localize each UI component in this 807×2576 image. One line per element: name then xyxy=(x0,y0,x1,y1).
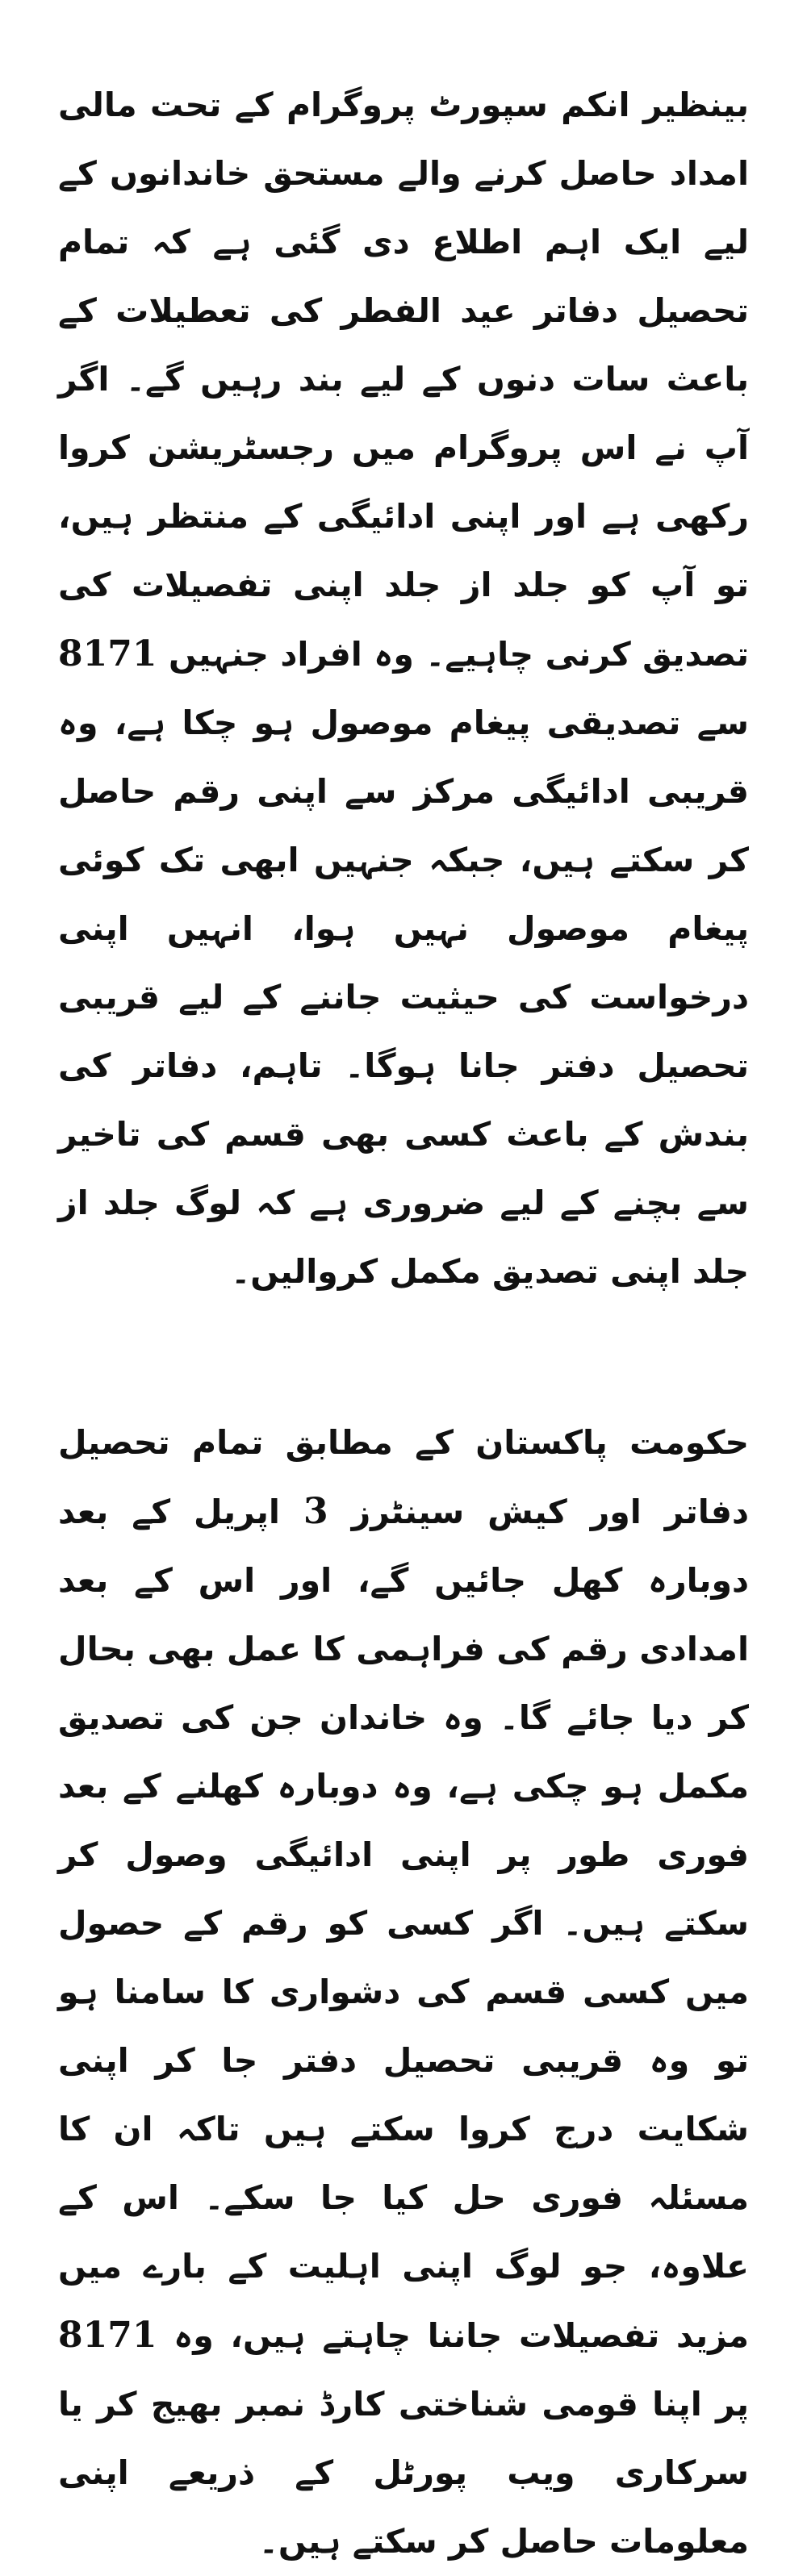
paragraph-1-text-1: بینظیر انکم سپورٹ پروگرام کے تحت مالی امداد حاصل کرنے والے مستحق خاندانوں کے لیے ایک اہم اطلاع دی گئی ہے کہ تمام تحصیل دفاتر عید الفطر کی تعطیلات کے باعث سات دنوں کے لیے بند رہیں گے۔ اگر آپ نے اس پروگرام میں رجسٹریشن کروا رکھی ہے اور اپنی ادائیگی کے منتظر ہیں، تو آپ کو جلد از جلد اپنی تفصیلات کی تصدیق کرنی چاہیے۔ وہ افراد جنہیں xyxy=(58,86,749,674)
sms-short-code: 8171 xyxy=(58,2315,157,2356)
paragraph-2-text-1: حکومت پاکستان کے مطابق تمام تحصیل دفاتر اور کیش سینٹرز xyxy=(58,1423,749,1531)
paragraph-1-text-2: سے تصدیقی پیغام موصول ہو چکا ہے، وہ قریبی ادائیگی مرکز سے اپنی رقم حاصل کر سکتے ہیں، جبکہ جنہیں ابھی تک کوئی پیغام موصول نہیں ہوا، انہیں اپنی درخواست کی حیثیت جاننے کے لیے قریبی تحصیل دفتر جانا ہوگا۔ تاہم، دفاتر کی بندش کے باعث کسی بھی قسم کی تاخیر سے بچنے کے لیے ضروری ہے کہ لوگ جلد از جلد اپنی تصدیق مکمل کروالیں۔ xyxy=(58,703,749,1291)
sms-short-code: 8171 xyxy=(58,633,157,674)
reopening-date-number: 3 xyxy=(303,1491,328,1532)
paragraph-2-text-3: پر اپنا قومی شناختی کارڈ نمبر بھیج کر یا سرکاری ویب پورٹل کے ذریعے اپنی معلومات حاصل کر سکتے ہیں۔ xyxy=(58,2385,749,2561)
paragraph-2 xyxy=(58,1409,749,2576)
paragraph-1 xyxy=(58,71,749,1306)
paragraph-2-text-2: اپریل کے بعد دوبارہ کھل جائیں گے، اور اس کے بعد امدادی رقم کی فراہمی کا عمل بھی بحال کر دیا جائے گا۔ وہ خاندان جن کی تصدیق مکمل ہو چکی ہے، وہ دوبارہ کھلنے کے بعد فوری طور پر اپنی ادائیگی وصول کر سکتے ہیں۔ اگر کسی کو رقم کے حصول میں کسی قسم کی دشواری کا سامنا ہو تو وہ قریبی تحصیل دفتر جا کر اپنی شکایت درج کروا سکتے ہیں تاکہ ان کا مسئلہ فوری حل کیا جا سکے۔ اس کے علاوہ، جو لوگ اپنی اہلیت کے بارے میں مزید تفصیلات جاننا چاہتے ہیں، وہ xyxy=(58,1493,749,2355)
